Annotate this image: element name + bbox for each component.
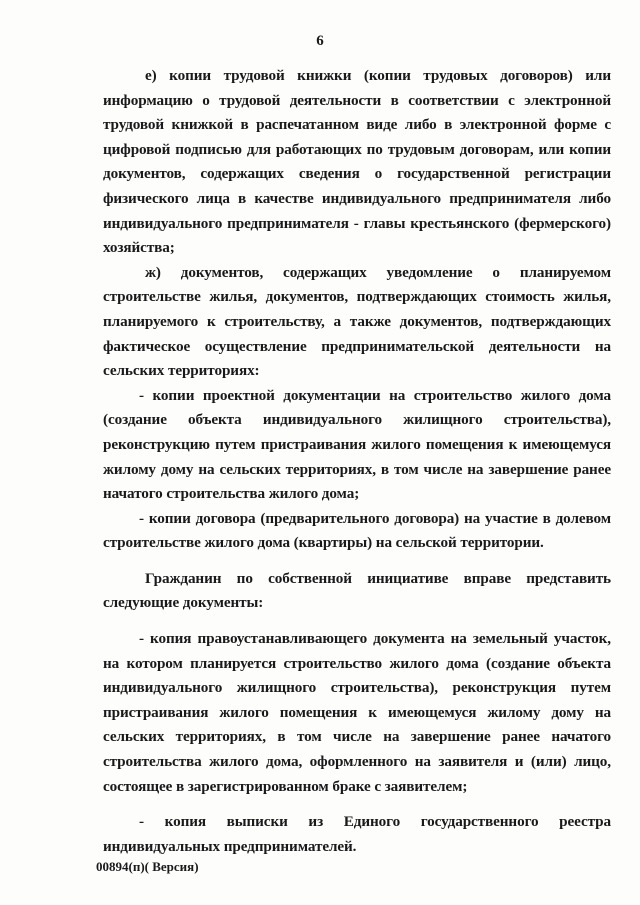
list-item-land-title-document: - копия правоустанавливающего документа на земельный участок, на котором планируется строительство жилого дома (создание объекта индивидуального жилищного строительства), реконструкция путем пристраивания жилого помещения к имеющемуся жилому дому на сельских территориях, в том числе на завершение ранее начатого строительства жилого дома, оформленного на заявителя и (или) лицо, состоящее в зарегистрированном браке с заявителем; xyxy=(103,630,611,795)
footer-code: 00894(п) xyxy=(96,859,145,874)
page-number: 6 xyxy=(316,33,324,49)
paragraph-zh: ж) документов, содержащих уведомление о планируемом строительстве жилья, документов, подтверждающих стоимость жилья, планируемого к строительству, а также документов, подтверждающих фактическое осуществление предпринимательской деятельности на сельских территориях: xyxy=(103,263,611,380)
document-body xyxy=(103,64,611,859)
document-footer xyxy=(96,859,199,875)
list-item-project-documentation: - копии проектной документации на строительство жилого дома (создание объекта индивидуального жилищного строительства), реконструкцию путем пристраивания жилого помещения к имеющемуся жилому дому на сельских территориях, в том числе на завершение ранее начатого строительства жилого дома; xyxy=(103,386,611,503)
list-item-shared-construction-contract: - копии договора (предварительного договора) на участие в долевом строительстве жилого дома (квартиры) на сельской территории. xyxy=(103,509,611,552)
list-item-register-extract: - копия выписки из Единого государственного реестра индивидуальных предпринимателей. xyxy=(103,813,611,855)
footer-version: ( Версия) xyxy=(144,859,199,874)
paragraph-citizen-initiative: Гражданин по собственной инициативе вправе представить следующие документы: xyxy=(103,569,611,612)
paragraph-e: е) копии трудовой книжки (копии трудовых договоров) или информацию о трудовой деятельности в соответствии с электронной трудовой книжкой в распечатанном виде либо в электронной форме с цифровой подписью для работающих по трудовым договорам, или копии документов, содержащих сведения о государственной регистрации физического лица в качестве индивидуального предпринимателя либо индивидуального предпринимателя - главы крестьянского (фермерского) хозяйства; xyxy=(103,67,611,257)
